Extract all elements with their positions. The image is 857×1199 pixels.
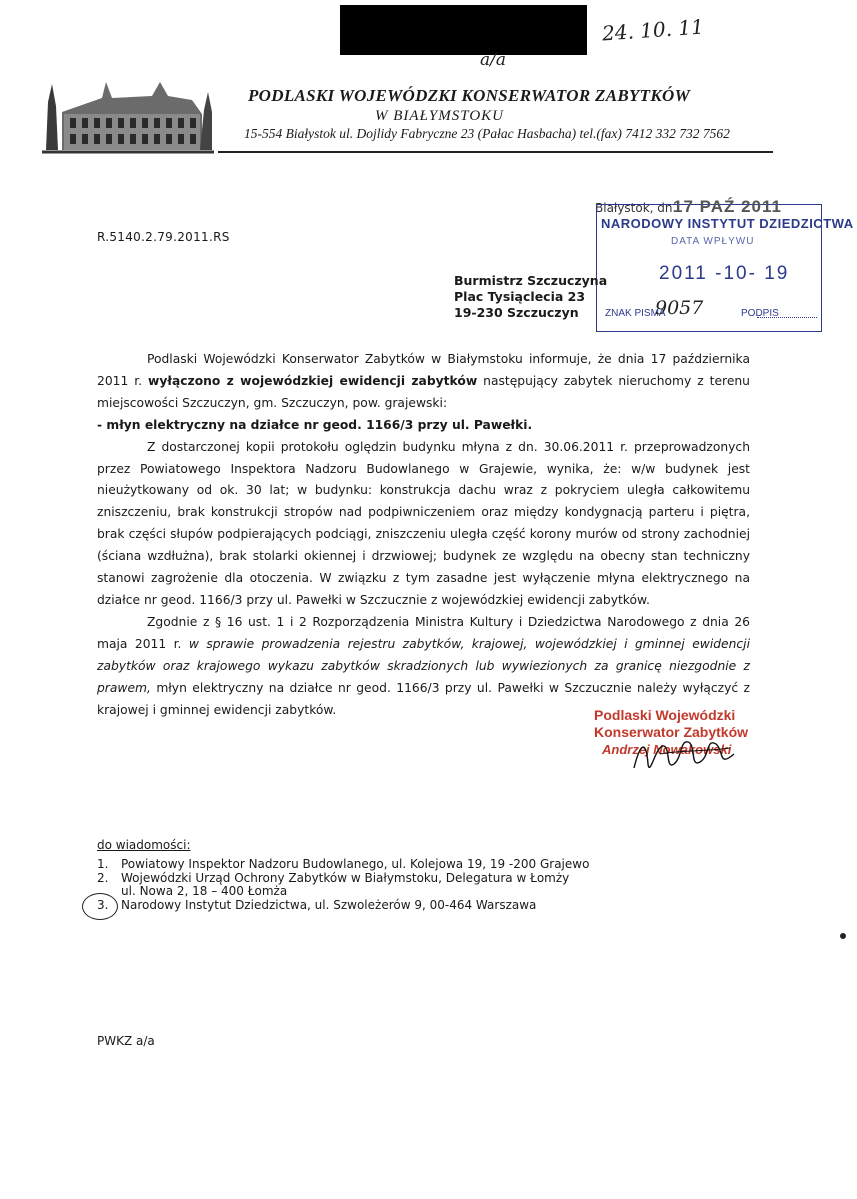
recipient-line-2: Plac Tysiąclecia 23 xyxy=(454,289,586,304)
distribution-item xyxy=(97,899,589,913)
handwritten-circle-mark xyxy=(82,893,118,920)
distribution-item xyxy=(97,872,589,886)
redaction-block xyxy=(340,5,587,55)
distribution-item-num: 1. xyxy=(97,857,109,871)
stamp-signature-line xyxy=(757,317,817,318)
distribution-item xyxy=(97,858,589,872)
paragraph-1 xyxy=(97,349,750,415)
signature-stamp-line-2: Konserwator Zabytków xyxy=(594,724,749,740)
stamp-received-date: 2011 -10- 19 xyxy=(659,263,790,284)
distribution-item-num: 3. xyxy=(97,897,109,912)
letterhead-address: 15-554 Białystok ul. Dojlidy Fabryczne 23 (Pałac Hasbacha) tel.(fax) 7412 332 732 7562 xyxy=(244,126,730,141)
paragraph-4 xyxy=(97,612,750,722)
place-date-line: Białystok, dn. xyxy=(595,201,677,215)
signature-stamp-name: Andrzej Nowakowski xyxy=(602,742,732,757)
letterhead-title: PODLASKI WOJEWÓDZKI KONSERWATOR ZABYTKÓW xyxy=(248,86,690,105)
paragraph-4-italic: w sprawie prowadzenia rejestru zabytków, krajowej, wojewódzkiej i gminnej ewidencji zabytków oraz krajowego wykazu zabytków skradzionych lub wywiezionych za granicę niezgodnie z prawem, xyxy=(97,636,750,695)
handwritten-date: 24. 10. 11 xyxy=(601,14,705,46)
recipient-line-3: 19-230 Szczuczyn xyxy=(454,305,579,320)
paragraph-1-bold: wyłączono z wojewódzkiej ewidencji zabytków xyxy=(148,373,478,388)
stamp-title: NARODOWY INSTYTUT DZIEDZICTWA xyxy=(601,216,854,231)
paragraph-3: Z dostarczonej kopii protokołu oględzin budynku młyna z dn. 30.06.2011 r. przeprowadzonych przez Powiatowego Inspektora Nadzoru Budowlanego w Grajewie, wynika, że: w/w budynek jest nieużytkowany od ok. 30 lat; w budynku: konstrukcja dachu wraz z pokryciem uległa całkowitemu zniszczeniu, brak konstrukcji stropów nad podpiwniczeniem oraz między kondygnacją parteru i piętra, brak części słupów podpierających podciągi, zniszczeniu uległa część korony murów od strony zachodniej (ściana wzdłużna), brak stolarki okiennej i drzwiowej; budynek ze względu na obecny stan techniczny stanowi zagrożenie dla otoczenia. W związku z tym zasadne jest wyłączenie młyna elektrycznego na działce nr geod. 1166/3 przy ul. Pawełki w Szczucznie z wojewódzkiej ewidencji zabytków. xyxy=(97,439,750,607)
letterhead-subtitle: W BIAŁYMSTOKU xyxy=(375,108,504,124)
distribution-item-text: Powiatowy Inspektor Nadzoru Budowlanego, ul. Kolejowa 19, 19 -200 Grajewo xyxy=(121,857,590,871)
handwritten-signature xyxy=(630,724,740,784)
paragraph-1-intro: Podlaski Wojewódzki Konserwator Zabytków w Białymstoku informuje, że dnia 17 października 2011 r. xyxy=(97,352,750,388)
letter-body xyxy=(97,349,750,721)
stamp-znak-label: ZNAK PISMA xyxy=(605,308,666,319)
handwritten-copy-mark: a/a xyxy=(480,50,506,70)
signature-stamp-line-1: Podlaski Wojewódzki xyxy=(594,707,736,723)
stamp-number: 9057 xyxy=(655,297,704,319)
ink-dot xyxy=(840,933,846,939)
distribution-heading: do wiadomości: xyxy=(97,838,191,852)
distribution-item-text: Narodowy Instytut Dziedzictwa, ul. Szwoleżerów 9, 00-464 Warszawa xyxy=(121,897,537,912)
reference-number: R.5140.2.79.2011.RS xyxy=(97,230,230,244)
footer-note: PWKZ a/a xyxy=(97,1034,155,1048)
distribution-item-num: 2. xyxy=(97,870,109,885)
paragraph-1-rest: następujący zabytek nieruchomy z terenu miejscowości Szczuczyn, gm. Szczuczyn, pow. grajewski: xyxy=(97,373,750,410)
recipient-line-1: Burmistrz Szczuczyna xyxy=(454,273,608,288)
paragraph-4-intro: Zgodnie z § 16 ust. 1 i 2 Rozporządzenia Ministra Kultury i Dziedzictwa Narodowego z dnia 26 maja 2011 r. xyxy=(97,614,750,651)
recipient-address xyxy=(454,273,607,321)
paragraph-2-monument: - młyn elektryczny na działce nr geod. 1166/3 przy ul. Pawełki. xyxy=(97,417,533,432)
distribution-list xyxy=(97,858,589,912)
received-stamp xyxy=(596,197,854,332)
stamp-podpis-label: PODPIS xyxy=(741,308,779,319)
distribution-item-text: ul. Nowa 2, 18 – 400 Łomża xyxy=(121,884,288,898)
distribution-item-text: Wojewódzki Urząd Ochrony Zabytków w Białymstoku, Delegatura w Łomży xyxy=(121,870,570,885)
distribution-item xyxy=(97,885,589,899)
paragraph-4-rest: młyn elektryczny na działce nr geod. 1166/3 przy ul. Pawełki w Szczucznie należy wyłączyć z krajowej i gminnej ewidencji zabytków. xyxy=(97,680,750,717)
stamp-date-top: 17 PAŹ 2011 xyxy=(673,197,782,216)
stamp-subtitle: DATA WPŁYWU xyxy=(671,236,755,247)
palace-logo-illustration xyxy=(42,62,214,156)
letterhead-divider xyxy=(218,151,773,153)
